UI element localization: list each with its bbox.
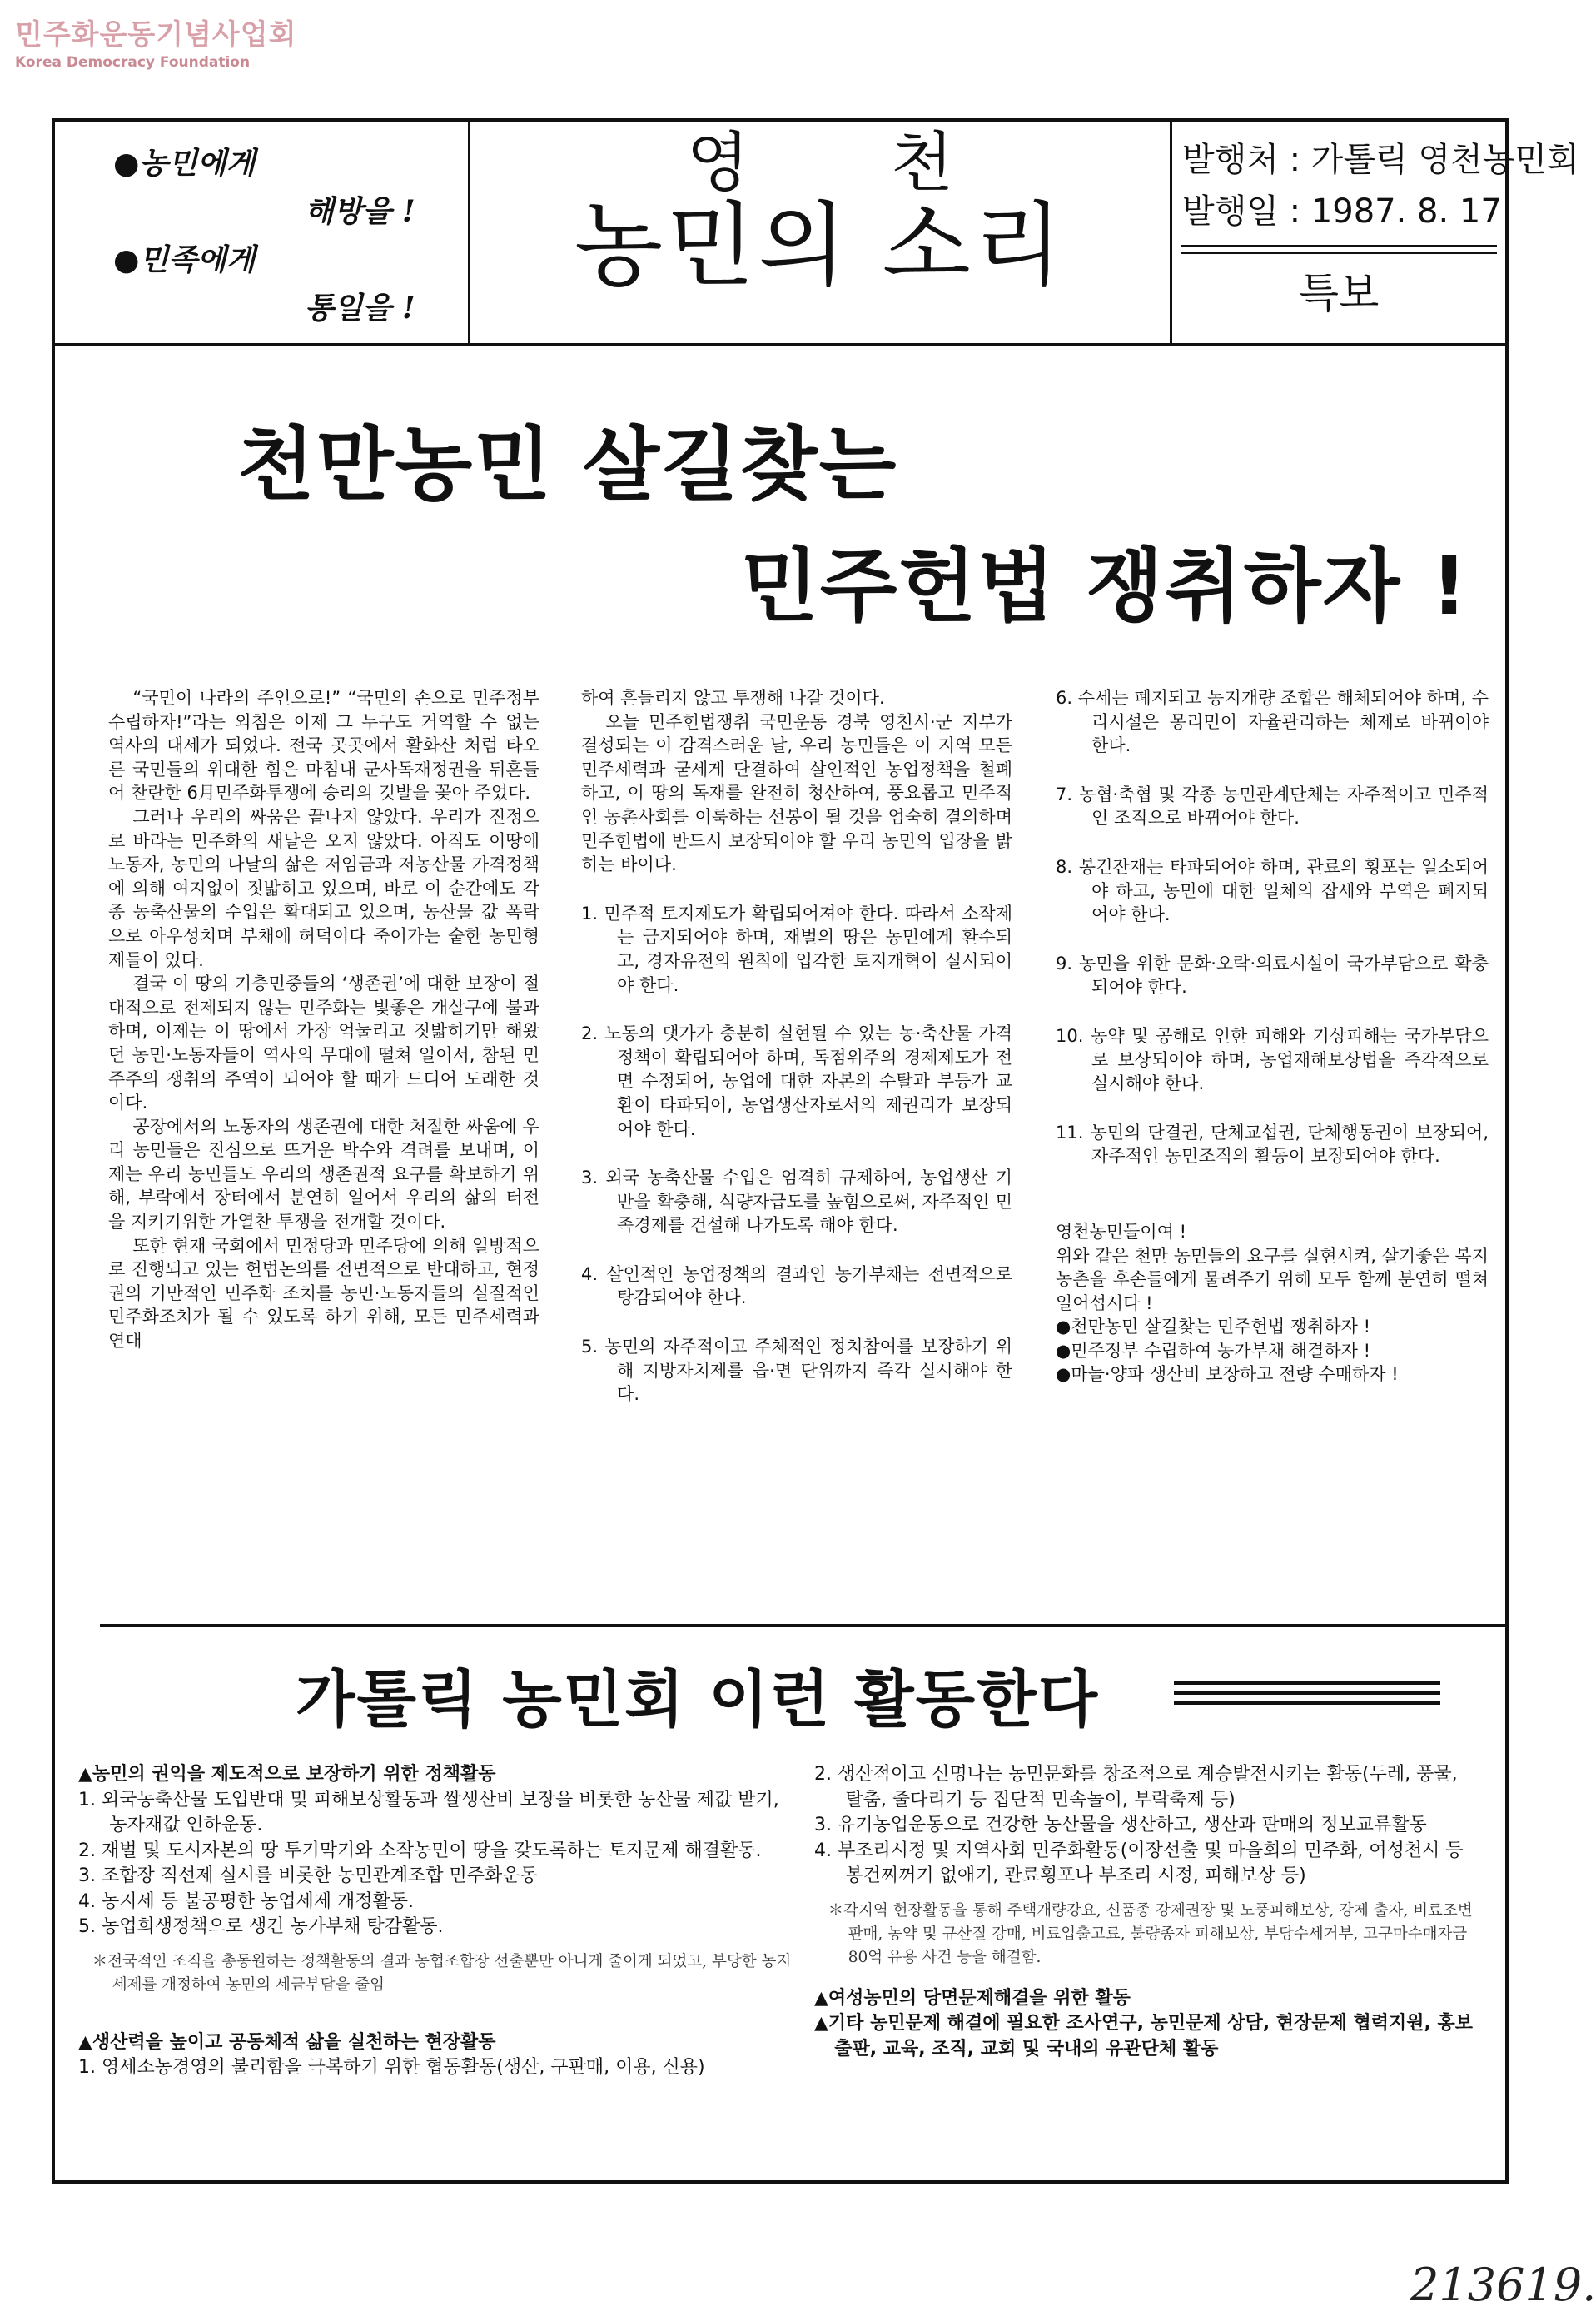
closing-line: 위와 같은 천만 농민들의 요구를 실현시켜, 살기좋은 복지농촌을 후손들에게 물려주기 위해 모두 함께 분연히 떨쳐 일어섭시다 ! [1056, 1245, 1489, 1313]
policy-activity-item: 1. 외국농축산물 도입반대 및 피해보상활동과 쌀생산비 보장을 비롯한 농산물 제값 받기, 농자재값 인하운동. [78, 1789, 779, 1835]
watermark [15, 12, 296, 71]
slogan-nation: ●민족에게 [113, 242, 256, 277]
slogan-liberation: 해방을 ! [305, 194, 415, 229]
demand-item-1: 1. 민주적 토지제도가 확립되어져야 한다. 따라서 소작제는 금지되어야 하며, 재벌의 땅은 농민에게 환수되고, 경자유전의 원칙에 입각한 토지개혁이 실시되어야 한다. [581, 903, 1012, 995]
watermark-korean: 민주화운동기념사업회 [15, 18, 297, 52]
article-paragraph: 그러나 우리의 싸움은 끝나지 않았다. 우리가 진정으로 바라는 민주화의 새날은 오지 않았다. 아직도 이땅에 노동자, 농민의 나날의 삶은 저임금과 저농산물 가격정책에 의해 여지없이 짓밟히고 있으며, 바로 이 순간에도 각종 농축산물의 수입은 확대되고 있으며, 농산물 값 폭락으로 아우성치며 부채에 허덕이다 죽어가는 숱한 농민형제들이 있다. [108, 806, 539, 970]
other-activity-heading: ▲기타 농민문제 해결에 필요한 조사연구, 농민문제 상담, 현장문제 협력지원, 홍보출판, 교육, 조직, 교회 및 국내의 유관단체 활동 [814, 2013, 1473, 2059]
title-rule [1174, 1701, 1440, 1705]
closing-slogan: ●천만농민 살길찾는 민주헌법 쟁취하자 ! [1056, 1317, 1371, 1337]
activities-title: 가톨릭 농민회 이런 활동한다 [296, 1664, 1100, 1736]
activities-left [78, 1762, 794, 2081]
article-paragraph: 또한 현재 국회에서 민정당과 민주당에 의해 일방적으로 진행되고 있는 헌법논의를 전면적으로 반대하고, 현정권의 기만적인 민주화 조치를 농민·노동자들의 실질적인 민주화조치가 될 수 있도록 하기 위해, 모든 민주세력과 연대 [108, 1235, 539, 1352]
publish-date: 발행일 : 1987. 8. 17 [1182, 192, 1502, 231]
policy-activity-item: 2. 재벌 및 도시자본의 땅 투기막기와 소작농민이 땅을 갖도록하는 토지문제 해결활동. [78, 1840, 762, 1861]
edition-label: 특보 [1298, 269, 1380, 317]
demand-item-7: 7. 농협·축협 및 각종 농민관계단체는 자주적이고 민주적인 조직으로 바뀌어야 한다. [1056, 784, 1489, 829]
masthead [52, 118, 1579, 346]
headline-line1: 천만농민 살길찾는 [237, 418, 898, 511]
demand-item-4: 4. 살인적인 농업정책의 결과인 농가부채는 전면적으로 탕감되어야 한다. [581, 1263, 1012, 1308]
title-yeongcheon: 영천 [686, 126, 1096, 201]
demand-item-8: 8. 봉건잔재는 타파되어야 하며, 관료의 횡포는 일소되어야 하고, 농민에 대한 일체의 잡세와 부역은 폐지되어야 한다. [1056, 856, 1489, 925]
field-activity-item: 1. 영세소농경영의 불리함을 극복하기 위한 협동활동(생산, 구판매, 이용, 신용) [78, 2057, 705, 2078]
archive-number: 213619. [1410, 2259, 1596, 2311]
spacer [78, 1997, 794, 2014]
spacer [814, 1970, 1480, 1986]
closing-line: 영천농민들이여 ! [1056, 1221, 1187, 1242]
policy-activity-heading: ▲농민의 권익을 제도적으로 보장하기 위한 정책활동 [78, 1764, 496, 1785]
activities-right [814, 1762, 1480, 2062]
demand-item-3: 3. 외국 농축산물 수입은 엄격히 규제하여, 농업생산 기반을 확충해, 식량자급도를 높힘으로써, 자주적인 민족경제를 건설해 나가도록 해야 한다. [581, 1168, 1012, 1236]
slogan-farmers: ●농민에게 [113, 146, 256, 181]
title-rule [1174, 1681, 1440, 1685]
article-paragraph: 오늘 민주헌법쟁취 국민운동 경북 영천시·군 지부가 결성되는 이 감격스러운 날, 우리 농민들은 이 지역 모든 민주세력과 굳세게 단결하여 살인적인 농업정책을 철폐하고, 이 땅의 독재를 완전히 청산하여, 풍요롭고 민주적인 농촌사회를 이룩하는 선봉이 될 것을 엄숙히 결의하며 민주헌법에 반드시 보장되어야 할 우리 농민의 입장을 밝히는 바이다. [581, 711, 1012, 875]
field-activity-item: 2. 생산적이고 신명나는 농민문화를 창조적으로 계승발전시키는 활동(두레, 풍물, 탈춤, 줄다리기 등 집단적 민속놀이, 부락축제 등) [814, 1764, 1458, 1810]
field-activity-item: 3. 유기농업운동으로 건강한 농산물을 생산하고, 생산과 판매의 정보교류활동 [814, 1815, 1427, 1835]
masthead-info [1172, 122, 1579, 343]
policy-activity-item: 5. 농업희생정책으로 생긴 농가부채 탕감활동. [78, 1916, 444, 1937]
slogan-unification: 통일을 ! [305, 291, 415, 326]
title-voice-of-farmers: 농민의 소리 [574, 192, 1066, 299]
article-paragraph: 결국 이 땅의 기층민중들의 ‘생존권’에 대한 보장이 절대적으로 전제되지 않는 민주화는 빛좋은 개살구에 불과하며, 이제는 이 땅에서 가장 억눌리고 짓밟히기만 해왔던 농민·노동자들이 역사의 무대에 떨쳐 일어서, 참된 민주주의 쟁취의 주역이 되어야 할 때가 드디어 도래한 것이다. [108, 974, 539, 1113]
masthead-slogans [55, 122, 470, 343]
closing-slogan: ●민주정부 수립하여 농가부채 해결하자 ! [1056, 1340, 1371, 1361]
demand-item-9: 9. 농민을 위한 문화·오락·의료시설이 국가부담으로 확충되어야 한다. [1056, 953, 1489, 998]
section-divider [100, 1624, 1509, 1627]
closing-appeal [1056, 1220, 1489, 1387]
demand-item-5: 5. 농민의 자주적이고 주체적인 정치참여를 보장하기 위해 지방자치제를 읍·면 단위까지 즉각 실시해야 한다. [581, 1337, 1012, 1405]
article-paragraph: “국민이 나라의 주인으로!” “국민의 손으로 민주정부 수립하자!”라는 외침은 이제 그 누구도 거역할 수 없는 역사의 대세가 되었다. 전국 곳곳에서 활화산 처럼 타오른 국민들의 위대한 힘은 마침내 군사독재정권을 뒤흔들어 찬란한 6月민주화투쟁에 승리의 깃발을 꽂아 주었다. [108, 688, 539, 804]
policy-activity-note: ＊전국적인 조직을 총동원하는 정책활동의 결과 농협조합장 선출뿐만 아니게 줄이게 되었고, 부당한 농지세제를 개정하여 농민의 세금부담을 줄임 [92, 1952, 792, 1994]
info-divider-second [1181, 252, 1497, 254]
policy-activity-item: 4. 농지세 등 불공평한 농업세제 개정활동. [78, 1890, 414, 1912]
article-paragraph: 하여 흔들리지 않고 투쟁해 나갈 것이다. [581, 688, 885, 708]
women-activity-heading: ▲여성농민의 당면문제해결을 위한 활동 [814, 1987, 1131, 2009]
publisher: 발행처 : 가톨릭 영천농민회 [1182, 141, 1579, 179]
policy-activity-item: 3. 조합장 직선제 실시를 비롯한 농민관계조합 민주화운동 [78, 1865, 538, 1886]
closing-slogan: ●마늘·양파 생산비 보장하고 전량 수매하자 ! [1056, 1364, 1399, 1385]
title-rule [1174, 1691, 1440, 1695]
headline-line2: 민주헌법 쟁취하자 ! [741, 540, 1469, 633]
article-column-3 [1056, 686, 1489, 1387]
demand-item-2: 2. 노동의 댓가가 충분히 실현될 수 있는 농·축산물 가격정책이 확립되어야 하며, 독점위주의 경제제도가 전면 수정되어, 농업에 대한 자본의 수탈과 부등가 교환이 타파되어, 농업생산자로서의 제권리가 보장되어야 한다. [581, 1024, 1012, 1139]
article-column-2 [581, 686, 1012, 1407]
info-divider [1181, 245, 1497, 247]
field-activity-note: ＊각지역 현장활동을 통해 주택개량강요, 신품종 강제권장 및 노풍피해보상, 강제 출자, 비료조변판매, 농약 및 규산질 강매, 비료입출고료, 불량종자 피해보상, 부당수세거부, 고구마수매자금 80억 유용 사건 등을 해결함. [828, 1901, 1473, 1966]
demand-item-11: 11. 농민의 단결권, 단체교섭권, 단체행동권이 보장되어, 자주적인 농민조직의 활동이 보장되어야 한다. [1056, 1122, 1489, 1167]
spacer [78, 2014, 794, 2030]
article-column-1 [108, 686, 539, 1353]
watermark-english: Korea Democracy Foundation [15, 54, 251, 71]
demand-item-6: 6. 수세는 폐지되고 농지개량 조합은 해체되어야 하며, 수리시설은 몽리민이 자율관리하는 체제로 바뀌어야 한다. [1056, 688, 1489, 756]
masthead-title [470, 122, 1172, 343]
demand-item-10: 10. 농약 및 공해로 인한 피해와 기상피해는 국가부담으로 보상되어야 하며, 농업재해보상법을 즉각적으로 실시해야 한다. [1056, 1025, 1489, 1094]
field-activity-item: 4. 부조리시정 및 지역사회 민주화활동(이장선출 및 마을회의 민주화, 여성천시 등 봉건찌꺼기 없애기, 관료횡포나 부조리 시정, 피해보상 등) [814, 1840, 1464, 1886]
article-paragraph: 공장에서의 노동자의 생존권에 대한 처절한 싸움에 우리 농민들은 진심으로 뜨거운 박수와 격려를 보내며, 이제는 우리 농민들도 우리의 생존권적 요구를 확보하기 위해, 부락에서 장터에서 분연히 일어서 우리의 삶의 터전을 지키기위한 가열찬 투쟁을 전개할 것이다. [108, 1116, 539, 1233]
field-activity-heading: ▲생산력을 높이고 공동체적 삶을 실천하는 현장활동 [78, 2031, 496, 2053]
